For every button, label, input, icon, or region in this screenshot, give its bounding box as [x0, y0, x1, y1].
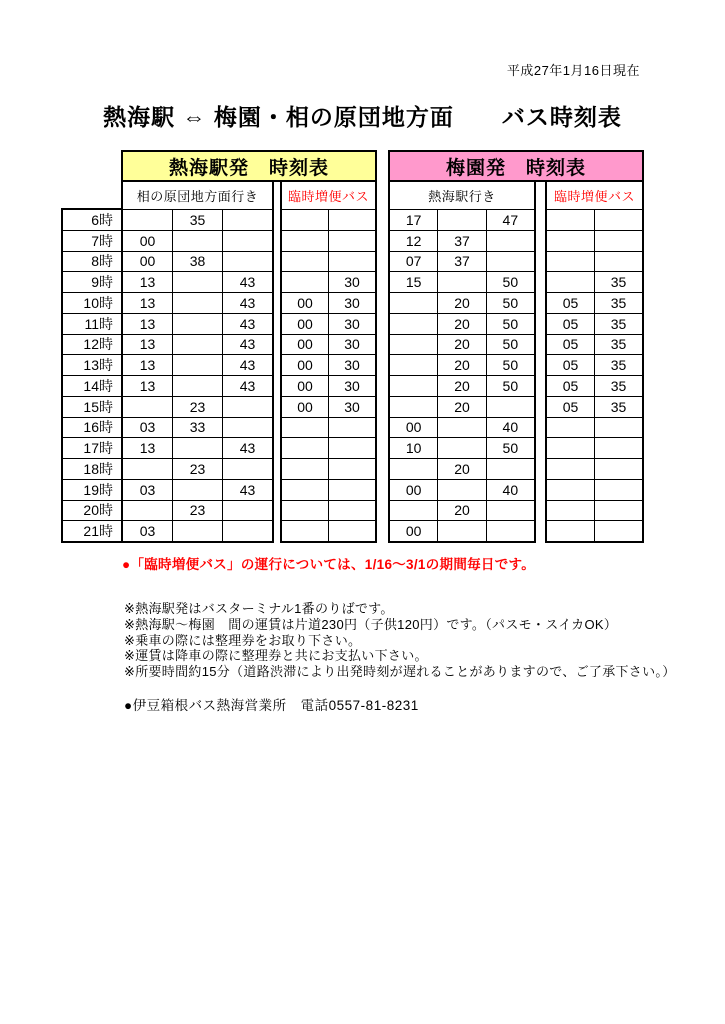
extra-bus-period-note: ●「臨時増便バス」の運行については、1/16～3/1の期間毎日です。 [122, 557, 536, 572]
departure-minute-cell: 30 [329, 376, 375, 396]
departure-minute-cell [487, 459, 534, 479]
departure-minute-cell [173, 272, 222, 292]
current-as-of-date: 平成27年1月16日現在 [506, 63, 640, 78]
departure-minute-cell: 50 [487, 314, 534, 334]
departure-minute-cell: 20 [438, 459, 485, 479]
note-line: ※運賃は降車の際に整理券と共にお支払い下さい。 [124, 648, 428, 664]
departure-minute-cell: 30 [329, 355, 375, 375]
departure-minute-cell [547, 418, 594, 438]
departure-minute-cell: 00 [390, 521, 437, 541]
departure-minute-cell: 30 [329, 293, 375, 313]
departure-minute-cell [547, 459, 594, 479]
departure-minute-cell: 50 [487, 272, 534, 292]
departure-minute-cell [123, 397, 172, 417]
departure-minute-cell: 30 [329, 272, 375, 292]
departure-minute-cell [438, 521, 485, 541]
baien-departure-extra-bus-table [545, 180, 644, 543]
departure-minute-cell: 00 [282, 335, 328, 355]
departure-minute-cell: 05 [547, 335, 594, 355]
hour-label-cell: 16時 [63, 418, 121, 438]
departure-minute-cell: 12 [390, 231, 437, 251]
departure-minute-cell [329, 459, 375, 479]
departure-minute-cell: 50 [487, 376, 534, 396]
departure-minute-cell: 05 [547, 293, 594, 313]
extra-bus-header-right: 臨時増便バス [547, 182, 642, 209]
hour-label-cell: 18時 [63, 459, 121, 479]
departure-minute-cell [487, 252, 534, 272]
departure-minute-cell: 35 [595, 376, 642, 396]
departure-minute-cell: 35 [595, 355, 642, 375]
departure-minute-cell [329, 438, 375, 458]
extra-bus-header-left: 臨時増便バス [282, 182, 375, 209]
departure-minute-cell: 03 [123, 418, 172, 438]
departure-minute-cell: 13 [123, 355, 172, 375]
note-line: ※熱海駅～梅園 間の運賃は片道230円（子供120円）です。（パスモ・スイカOK） [124, 616, 618, 632]
departure-minute-cell: 00 [390, 480, 437, 500]
departure-minute-cell [547, 231, 594, 251]
departure-minute-cell [282, 252, 328, 272]
hour-label-cell: 12時 [63, 335, 121, 355]
departure-minute-cell: 13 [123, 293, 172, 313]
departure-minute-cell: 50 [487, 293, 534, 313]
departure-minute-cell: 13 [123, 272, 172, 292]
departure-minute-cell [547, 438, 594, 458]
atami-departure-extra-bus-table [280, 180, 377, 543]
departure-minute-cell: 50 [487, 335, 534, 355]
departure-minute-cell [595, 521, 642, 541]
departure-minute-cell [173, 376, 222, 396]
departure-minute-cell [173, 480, 222, 500]
departure-minute-cell: 35 [595, 314, 642, 334]
departure-minute-cell: 30 [329, 335, 375, 355]
departure-minute-cell: 03 [123, 521, 172, 541]
departure-minute-cell: 50 [487, 438, 534, 458]
departure-minute-cell [595, 418, 642, 438]
departure-minute-cell: 23 [173, 459, 222, 479]
departure-minute-cell: 00 [390, 418, 437, 438]
departure-minute-cell: 40 [487, 418, 534, 438]
departure-minute-cell [390, 376, 437, 396]
departure-minute-cell [123, 501, 172, 521]
departure-minute-cell [595, 480, 642, 500]
departure-minute-cell [390, 397, 437, 417]
departure-minute-cell [282, 480, 328, 500]
departure-minute-cell: 38 [173, 252, 222, 272]
departure-minute-cell [329, 480, 375, 500]
departure-minute-cell: 35 [173, 210, 222, 230]
hour-label-cell: 8時 [63, 252, 121, 272]
departure-minute-cell: 43 [223, 355, 272, 375]
departure-minute-cell [595, 210, 642, 230]
departure-minute-cell: 13 [123, 314, 172, 334]
departure-minute-cell: 43 [223, 272, 272, 292]
departure-minute-cell [282, 438, 328, 458]
departure-minute-cell: 13 [123, 438, 172, 458]
departure-minute-cell [329, 231, 375, 251]
departure-minute-cell [282, 501, 328, 521]
departure-minute-cell [329, 210, 375, 230]
hour-label-cell: 13時 [63, 355, 121, 375]
notes-list [124, 601, 676, 680]
departure-minute-cell: 20 [438, 376, 485, 396]
departure-minute-cell: 10 [390, 438, 437, 458]
departure-minute-cell [595, 438, 642, 458]
departure-minute-cell: 20 [438, 355, 485, 375]
departure-minute-cell: 20 [438, 293, 485, 313]
departure-minute-cell [282, 418, 328, 438]
departure-minute-cell [487, 521, 534, 541]
departure-minute-cell [547, 210, 594, 230]
hour-label-cell: 19時 [63, 480, 121, 500]
departure-minute-cell [173, 293, 222, 313]
hour-label-cell: 17時 [63, 438, 121, 458]
departure-minute-cell: 35 [595, 272, 642, 292]
departure-minute-cell: 05 [547, 355, 594, 375]
departure-minute-cell: 13 [123, 335, 172, 355]
note-line: ※乗車の際には整理券をお取り下さい。 [124, 632, 362, 648]
departure-minute-cell: 03 [123, 480, 172, 500]
departure-minute-cell [173, 231, 222, 251]
departure-minute-cell [223, 231, 272, 251]
departure-minute-cell [329, 252, 375, 272]
hour-column [61, 208, 123, 543]
departure-minute-cell: 35 [595, 335, 642, 355]
bus-office-contact: ●伊豆箱根バス熱海営業所 電話0557-81-8231 [124, 698, 419, 713]
departure-minute-cell [547, 501, 594, 521]
departure-minute-cell [123, 210, 172, 230]
departure-minute-cell: 43 [223, 335, 272, 355]
hour-label-cell: 21時 [63, 521, 121, 541]
baien-departure-main-table [388, 180, 536, 543]
departure-minute-cell: 05 [547, 376, 594, 396]
departure-minute-cell [547, 252, 594, 272]
departure-minute-cell [390, 355, 437, 375]
departure-minute-cell [329, 521, 375, 541]
departure-minute-cell: 33 [173, 418, 222, 438]
departure-minute-cell [223, 252, 272, 272]
departure-minute-cell [487, 397, 534, 417]
page-title: 熱海駅 ⇔ 梅園・相の原団地方面 バス時刻表 [103, 104, 622, 130]
departure-minute-cell [438, 418, 485, 438]
departure-minute-cell: 30 [329, 397, 375, 417]
departure-minute-cell [390, 459, 437, 479]
departure-minute-cell [173, 438, 222, 458]
departure-minute-cell: 37 [438, 252, 485, 272]
departure-minute-cell: 43 [223, 480, 272, 500]
baien-departure-table-title: 梅園発 時刻表 [388, 150, 644, 182]
departure-minute-cell: 43 [223, 293, 272, 313]
hour-label-cell: 6時 [63, 210, 121, 230]
departure-minute-cell [390, 293, 437, 313]
destination-header-ainohara: 相の原団地方面行き [123, 182, 272, 209]
departure-minute-cell: 37 [438, 231, 485, 251]
departure-minute-cell: 00 [123, 231, 172, 251]
departure-minute-cell [547, 521, 594, 541]
departure-minute-cell [595, 231, 642, 251]
departure-minute-cell: 35 [595, 397, 642, 417]
departure-minute-cell [438, 480, 485, 500]
departure-minute-cell [390, 314, 437, 334]
departure-minute-cell: 00 [282, 293, 328, 313]
departure-minute-cell: 00 [282, 397, 328, 417]
departure-minute-cell [282, 210, 328, 230]
atami-departure-table-title: 熱海駅発 時刻表 [121, 150, 377, 182]
departure-minute-cell [282, 459, 328, 479]
departure-minute-cell [223, 418, 272, 438]
departure-minute-cell [329, 418, 375, 438]
hour-label-cell: 10時 [63, 293, 121, 313]
departure-minute-cell [547, 480, 594, 500]
departure-minute-cell [223, 521, 272, 541]
departure-minute-cell [223, 210, 272, 230]
departure-minute-cell [282, 272, 328, 292]
hour-label-cell: 9時 [63, 272, 121, 292]
departure-minute-cell: 40 [487, 480, 534, 500]
departure-minute-cell: 23 [173, 501, 222, 521]
departure-minute-cell [173, 521, 222, 541]
hour-label-cell: 14時 [63, 376, 121, 396]
departure-minute-cell: 05 [547, 314, 594, 334]
departure-minute-cell: 00 [123, 252, 172, 272]
departure-minute-cell: 43 [223, 314, 272, 334]
departure-minute-cell: 20 [438, 335, 485, 355]
departure-minute-cell: 43 [223, 376, 272, 396]
departure-minute-cell [438, 438, 485, 458]
departure-minute-cell [547, 272, 594, 292]
departure-minute-cell [173, 314, 222, 334]
departure-minute-cell: 20 [438, 314, 485, 334]
departure-minute-cell: 13 [123, 376, 172, 396]
departure-minute-cell [390, 501, 437, 521]
departure-minute-cell [223, 397, 272, 417]
departure-minute-cell [173, 335, 222, 355]
atami-departure-main-table [121, 180, 274, 543]
hour-label-cell: 11時 [63, 314, 121, 334]
note-line: ※熱海駅発はバスターミナル1番のりばです。 [124, 601, 394, 616]
departure-minute-cell: 17 [390, 210, 437, 230]
hour-label-cell: 7時 [63, 231, 121, 251]
departure-minute-cell: 30 [329, 314, 375, 334]
departure-minute-cell [173, 355, 222, 375]
departure-minute-cell: 20 [438, 397, 485, 417]
departure-minute-cell [329, 501, 375, 521]
destination-header-atami: 熱海駅行き [390, 182, 534, 209]
departure-minute-cell: 43 [223, 438, 272, 458]
departure-minute-cell: 47 [487, 210, 534, 230]
departure-minute-cell: 15 [390, 272, 437, 292]
departure-minute-cell: 00 [282, 314, 328, 334]
departure-minute-cell: 35 [595, 293, 642, 313]
departure-minute-cell [595, 501, 642, 521]
departure-minute-cell [487, 501, 534, 521]
departure-minute-cell: 00 [282, 355, 328, 375]
departure-minute-cell [595, 252, 642, 272]
hour-label-cell: 15時 [63, 397, 121, 417]
departure-minute-cell [438, 272, 485, 292]
departure-minute-cell [438, 210, 485, 230]
departure-minute-cell [595, 459, 642, 479]
departure-minute-cell: 50 [487, 355, 534, 375]
departure-minute-cell: 07 [390, 252, 437, 272]
departure-minute-cell: 23 [173, 397, 222, 417]
departure-minute-cell [390, 335, 437, 355]
departure-minute-cell: 00 [282, 376, 328, 396]
departure-minute-cell [223, 459, 272, 479]
departure-minute-cell [282, 521, 328, 541]
departure-minute-cell [487, 231, 534, 251]
departure-minute-cell [123, 459, 172, 479]
hour-label-cell: 20時 [63, 501, 121, 521]
departure-minute-cell [282, 231, 328, 251]
departure-minute-cell: 05 [547, 397, 594, 417]
departure-minute-cell [223, 501, 272, 521]
note-line: ※所要時間約15分（道路渋滞により出発時刻が遅れることがありますので、ご了承下さい。） [124, 664, 676, 680]
departure-minute-cell: 20 [438, 501, 485, 521]
